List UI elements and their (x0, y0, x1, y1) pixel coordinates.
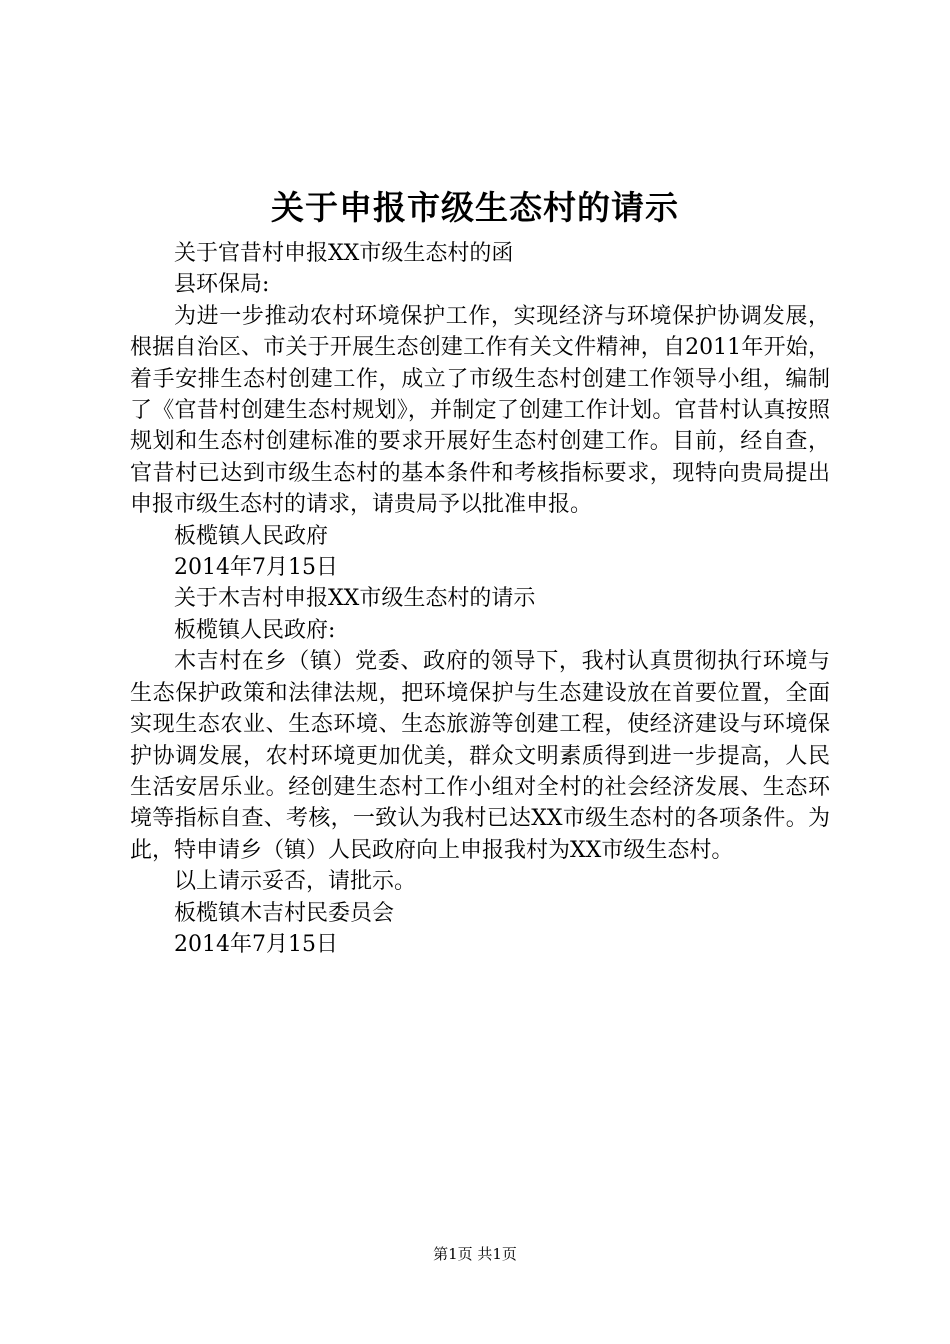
page-number-footer: 第1页 共1页 (433, 1245, 517, 1263)
document-title: 关于申报市级生态村的请示 (271, 188, 679, 227)
document-body (130, 238, 830, 960)
letter-1-date: 2014年7月15日 (174, 555, 338, 581)
letter-2-signature: 板榄镇木吉村民委员会 (174, 900, 395, 926)
letter-2-closing: 以上请示妥否，请批示。 (174, 869, 417, 895)
letter-2-body: 木吉村在乡（镇）党委、政府的领导下，我村认真贯彻执行环境与生态保护政策和法律法规，把环境保护与生态建设放在首要位置，全面实现生态农业、生态环境、生态旅游等创建工程，使经济建设与环境保护协调发展，农村环境更加优美，群众文明素质得到进一步提高，人民生活安居乐业。经创建生态村工作小组对全村的社会经济发展、生态环境等指标自查、考核，一致认为我村已达XX市级生态村的各项条件。为此，特申请乡（镇）人民政府向上申报我村为XX市级生态村。 (130, 649, 830, 863)
letter-1-subject: 关于官昔村申报XX市级生态村的函 (174, 241, 514, 266)
letter-1-recipient: 县环保局: (174, 272, 270, 298)
letter-2-recipient: 板榄镇人民政府: (174, 617, 336, 643)
letter-1-body: 为进一步推动农村环境保护工作，实现经济与环境保护协调发展，根据自治区、市关于开展生态创建工作有关文件精神，自2011年开始，着手安排生态村创建工作，成立了市级生态村创建工作领导小组，编制了《官昔村创建生态村规划》，并制定了创建工作计划。官昔村认真按照规划和生态村创建标准的要求开展好生态村创建工作。目前，经自查，官昔村已达到市级生态村的基本条件和考核指标要求，现特向贵局提出申报市级生态村的请求，请贵局予以批准申报。 (130, 303, 830, 518)
letter-1-signature: 板榄镇人民政府 (174, 523, 329, 549)
letter-2-subject: 关于木吉村申报XX市级生态村的请示 (174, 586, 536, 612)
letter-2-date: 2014年7月15日 (174, 931, 338, 957)
